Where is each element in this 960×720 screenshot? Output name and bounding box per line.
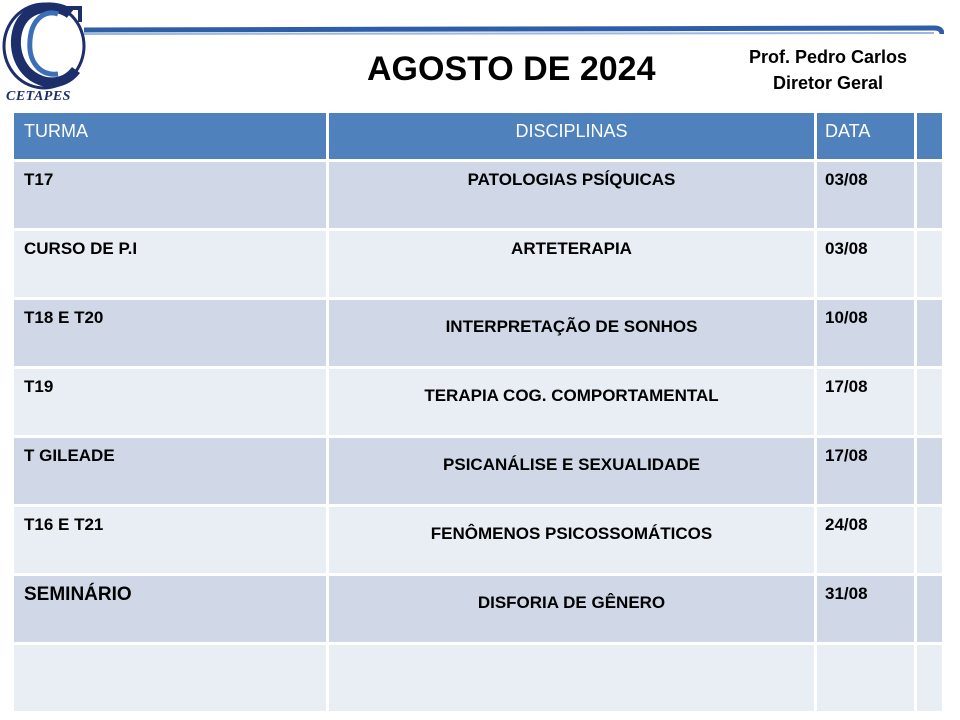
header-extra — [917, 113, 942, 159]
table-row-6-turma: T16 E T21 — [14, 507, 326, 573]
table-row-8-disciplina — [329, 645, 814, 711]
director-signature — [716, 44, 940, 96]
table-row-3-turma: T18 E T20 — [14, 300, 326, 366]
table-row-8-data — [817, 645, 914, 711]
table-row-7-turma: SEMINÁRIO — [14, 576, 326, 642]
table-row-5-extra — [917, 438, 942, 504]
header-disciplinas: DISCIPLINAS — [329, 113, 814, 159]
table-row-3-data: 10/08 — [817, 300, 914, 366]
table-row-7-disciplina: DISFORIA DE GÊNERO — [329, 576, 814, 642]
table-row-6-extra — [917, 507, 942, 573]
table-row-2-extra — [917, 231, 942, 297]
schedule-table — [14, 113, 942, 713]
table-row-2-turma: CURSO DE P.I — [14, 231, 326, 297]
header-swoosh-line — [84, 0, 944, 40]
table-row-2-data: 03/08 — [817, 231, 914, 297]
table-row-4-disciplina: TERAPIA COG. COMPORTAMENTAL — [329, 369, 814, 435]
table-row-7-extra — [917, 576, 942, 642]
table-row-1-extra — [917, 162, 942, 228]
table-row-4-turma: T19 — [14, 369, 326, 435]
table-row-3-disciplina: INTERPRETAÇÃO DE SONHOS — [329, 300, 814, 366]
logo-emblem-icon — [0, 0, 92, 90]
cetapes-logo — [0, 0, 92, 108]
table-row-1-turma: T17 — [14, 162, 326, 228]
table-row-2-disciplina: ARTETERAPIA — [329, 231, 814, 297]
table-row-8-turma — [14, 645, 326, 711]
signature-name: Prof. Pedro Carlos — [748, 47, 908, 67]
logo-text: CETAPES — [6, 89, 71, 104]
table-row-4-data: 17/08 — [817, 369, 914, 435]
header-turma: TURMA — [14, 113, 326, 159]
table-row-1-disciplina: PATOLOGIAS PSÍQUICAS — [329, 162, 814, 228]
table-row-1-data: 03/08 — [817, 162, 914, 228]
table-row-6-disciplina: FENÔMENOS PSICOSSOMÁTICOS — [329, 507, 814, 573]
table-row-5-disciplina: PSICANÁLISE E SEXUALIDADE — [329, 438, 814, 504]
table-row-8-extra — [917, 645, 942, 711]
table-row-4-extra — [917, 369, 942, 435]
table-row-5-turma: T GILEADE — [14, 438, 326, 504]
table-row-3-extra — [917, 300, 942, 366]
table-row-7-data: 31/08 — [817, 576, 914, 642]
table-row-6-data: 24/08 — [817, 507, 914, 573]
page-title: AGOSTO DE 2024 — [367, 50, 656, 88]
table-row-5-data: 17/08 — [817, 438, 914, 504]
header-data: DATA — [817, 113, 914, 159]
signature-role: Diretor Geral — [772, 73, 884, 93]
